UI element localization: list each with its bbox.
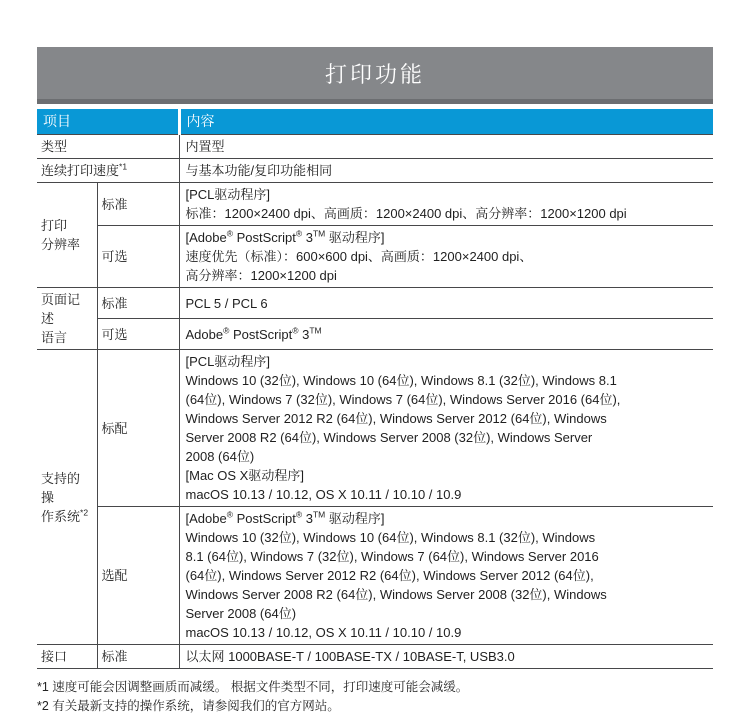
footnote-1: *1 速度可能会因调整画质而减缓。 根据文件类型不同，打印速度可能会减缓。 — [37, 680, 469, 694]
row-value-resolution-standard: [PCL驱动程序] 标准：1200×2400 dpi、高画质：1200×2400 dpi、高分辨率：1200×1200 dpi — [179, 183, 713, 226]
table-row-type — [37, 135, 713, 159]
table-header-row — [37, 109, 713, 135]
row-value-print-speed: 与基本功能/复印功能相同 — [179, 159, 713, 183]
column-header-item: 项目 — [37, 109, 179, 135]
sub-label-pdl-standard: 标准 — [97, 288, 179, 319]
sub-label-os-optional: 选配 — [97, 507, 179, 645]
column-header-content: 内容 — [179, 109, 713, 135]
row-value-pdl-standard: PCL 5 / PCL 6 — [179, 288, 713, 319]
row-label-interface: 接口 — [37, 645, 97, 669]
row-value-os-standard: [PCL驱动程序] Windows 10 (32位), Windows 10 (64位), Windows 8.1 (32位), Windows 8.1 (64位), Windows 7 (32位), Windows 7 (64位), Windows Server 2016 (64位), Windows Server 2012 R2 (64位), Windows Server 2012 (64位), Windows Server 2008 R2 (64位), Windows Server 2008 (32位), Windows Server 2008 (64位) [Mac OS X驱动程序] macOS 10.13 / 10.12, OS X 10.11 / 10.10 / 10.9 — [179, 350, 713, 507]
row-value-type: 内置型 — [179, 135, 713, 159]
table-row-pdl-standard — [37, 288, 713, 319]
section-title-banner — [37, 47, 713, 104]
row-label-resolution: 打印 分辨率 — [37, 183, 97, 288]
table-row-print-speed — [37, 159, 713, 183]
print-spec-table — [37, 109, 713, 669]
sub-label-interface-standard: 标准 — [97, 645, 179, 669]
row-value-os-optional: [Adobe® PostScript® 3™ 驱动程序] Windows 10 (32位), Windows 10 (64位), Windows 8.1 (32位), Windows 8.1 (64位), Windows 7 (32位), Windows 7 (64位), Windows Server 2016 (64位), Windows Server 2012 R2 (64位), Windows Server 2012 (64位), Windows Server 2008 R2 (64位), Windows Server 2008 (32位), Windows Server 2008 (64位) macOS 10.13 / 10.12, OS X 10.11 / 10.10 / 10.9 — [179, 507, 713, 645]
section-title: 打印功能 — [324, 61, 425, 87]
row-value-pdl-optional: Adobe® PostScript® 3™ — [179, 319, 713, 350]
row-value-interface: 以太网 1000BASE-T / 100BASE-TX / 10BASE-T, USB3.0 — [179, 645, 713, 669]
sub-label-resolution-standard: 标准 — [97, 183, 179, 226]
row-label-pdl: 页面记述 语言 — [37, 288, 97, 350]
sub-label-pdl-optional: 可选 — [97, 319, 179, 350]
table-row-os-optional — [37, 507, 713, 645]
row-label-os: 支持的操 作系统$^{*2}$ — [37, 350, 97, 645]
row-label-type: 类型 — [37, 135, 179, 159]
table-row-resolution-optional — [37, 226, 713, 288]
row-value-resolution-optional: [Adobe® PostScript® 3™ 驱动程序] 速度优先（标准）：600×600 dpi、高画质：1200×2400 dpi、 高分辨率：1200×1200 dpi — [179, 226, 713, 288]
footnotes — [37, 678, 713, 716]
table-row-os-standard — [37, 350, 713, 507]
footnote-2: *2 有关最新支持的操作系统，请参阅我们的官方网站。 — [37, 699, 340, 713]
row-label-print-speed: 连续打印速度$^{*1}$ — [37, 159, 179, 183]
sub-label-resolution-optional: 可选 — [97, 226, 179, 288]
table-row-interface — [37, 645, 713, 669]
sub-label-os-standard: 标配 — [97, 350, 179, 507]
table-row-pdl-optional — [37, 319, 713, 350]
table-row-resolution-standard — [37, 183, 713, 226]
